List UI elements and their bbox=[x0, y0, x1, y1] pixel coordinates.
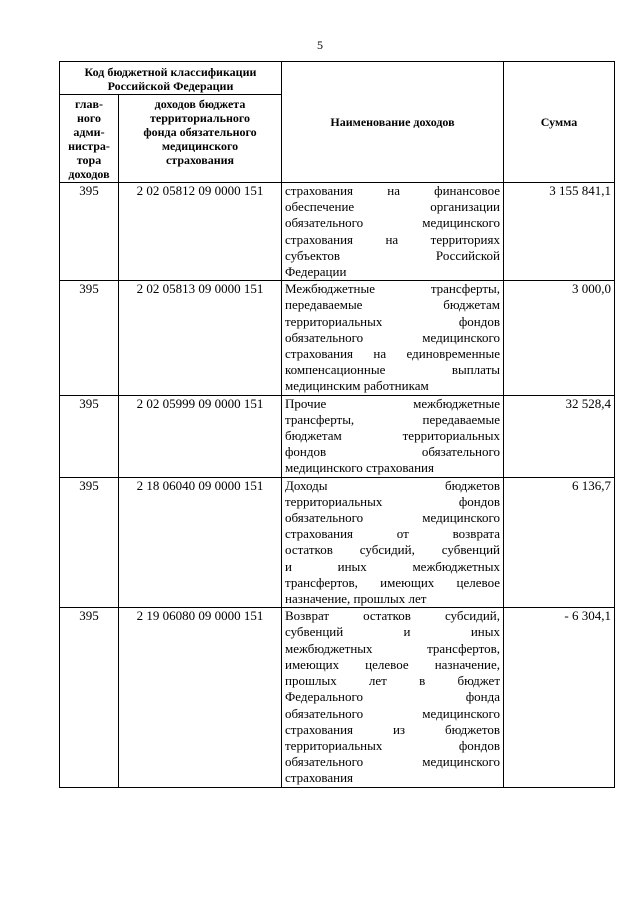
sum-cell: 3 000,0 bbox=[504, 281, 615, 395]
admin-code-cell: 395 bbox=[60, 608, 119, 787]
table-row bbox=[60, 608, 615, 787]
income-name-line: страхования от возврата bbox=[285, 526, 500, 542]
income-name-line: обеспечение организации bbox=[285, 199, 500, 215]
income-name-line: и иных межбюджетных bbox=[285, 558, 500, 574]
income-code-cell: 2 02 05812 09 0000 151 bbox=[119, 183, 282, 281]
income-name-line: страхования на финансовое bbox=[285, 183, 500, 198]
admin-code-cell: 395 bbox=[60, 395, 119, 477]
income-name-line: обязательного медицинского bbox=[285, 329, 500, 345]
income-code-cell: 2 19 06080 09 0000 151 bbox=[119, 608, 282, 787]
income-name-line: трансфертов, имеющих целевое bbox=[285, 574, 500, 590]
income-name-line: компенсационные выплаты bbox=[285, 362, 500, 378]
income-name-cell bbox=[282, 608, 504, 787]
income-name-line: Доходы бюджетов bbox=[285, 477, 500, 493]
sum-cell: 32 528,4 bbox=[504, 395, 615, 477]
income-name-line: бюджетам территориальных bbox=[285, 428, 500, 444]
income-name-line: страхования на территориях bbox=[285, 231, 500, 247]
income-name-line: Прочие межбюджетные bbox=[285, 395, 500, 411]
income-code-cell: 2 02 05813 09 0000 151 bbox=[119, 281, 282, 395]
income-name-line: Межбюджетные трансферты, bbox=[285, 281, 500, 297]
income-name-line: страхования из бюджетов bbox=[285, 721, 500, 737]
income-name-line: назначение, прошлых лет bbox=[285, 591, 427, 607]
income-name-line: Федерального фонда bbox=[285, 689, 500, 705]
income-name-line: территориальных фондов bbox=[285, 737, 500, 753]
income-name-line: территориальных фондов bbox=[285, 313, 500, 329]
table-row bbox=[60, 477, 615, 608]
income-name-line: имеющих целевое назначение, bbox=[285, 656, 500, 672]
income-name-line: обязательного медицинского bbox=[285, 705, 500, 721]
income-name-cell bbox=[282, 395, 504, 477]
budget-classification-table bbox=[59, 61, 615, 788]
header-fund-income-code: доходов бюджета территориального фонда обязательного медицинского страхования bbox=[119, 95, 282, 183]
income-name-line: прошлых лет в бюджет bbox=[285, 673, 500, 689]
income-name-line: передаваемые бюджетам bbox=[285, 297, 500, 313]
income-name-cell bbox=[282, 183, 504, 281]
income-name-line: медицинского страхования bbox=[285, 460, 434, 476]
income-code-cell: 2 18 06040 09 0000 151 bbox=[119, 477, 282, 608]
header-chief-administrator: глав- ного адми- нистра- тора доходов bbox=[60, 95, 119, 183]
income-name-line: обязательного медицинского bbox=[285, 754, 500, 770]
table-row bbox=[60, 395, 615, 477]
admin-code-cell: 395 bbox=[60, 477, 119, 608]
income-name-line: трансферты, передаваемые bbox=[285, 411, 500, 427]
income-name-line: субвенций и иных bbox=[285, 624, 500, 640]
income-code-cell: 2 02 05999 09 0000 151 bbox=[119, 395, 282, 477]
income-name-line: межбюджетных трансфертов, bbox=[285, 640, 500, 656]
income-name-line: Федерации bbox=[285, 264, 347, 280]
income-name-line: страхования bbox=[285, 770, 354, 786]
income-name-cell bbox=[282, 477, 504, 608]
income-name-line: фондов обязательного bbox=[285, 444, 500, 460]
income-name-cell bbox=[282, 281, 504, 395]
income-name-line: Возврат остатков субсидий, bbox=[285, 608, 500, 624]
table-row bbox=[60, 183, 615, 281]
income-name-line: обязательного медицинского bbox=[285, 215, 500, 231]
income-name-line: страхования на единовременные bbox=[285, 346, 500, 362]
income-name-line: обязательного медицинского bbox=[285, 510, 500, 526]
income-name-line: территориальных фондов bbox=[285, 493, 500, 509]
header-sum: Сумма bbox=[504, 62, 615, 183]
income-name-line: субъектов Российской bbox=[285, 247, 500, 263]
table-body bbox=[60, 183, 615, 788]
header-classification-code: Код бюджетной классификации Российской Федерации bbox=[60, 62, 282, 95]
table-row bbox=[60, 281, 615, 395]
sum-cell: 3 155 841,1 bbox=[504, 183, 615, 281]
sum-cell: - 6 304,1 bbox=[504, 608, 615, 787]
income-name-line: медицинским работникам bbox=[285, 378, 429, 394]
admin-code-cell: 395 bbox=[60, 183, 119, 281]
admin-code-cell: 395 bbox=[60, 281, 119, 395]
header-row-1 bbox=[60, 62, 615, 95]
header-income-name: Наименование доходов bbox=[282, 62, 504, 183]
sum-cell: 6 136,7 bbox=[504, 477, 615, 608]
page-number: 5 bbox=[317, 38, 323, 52]
income-name-line: остатков субсидий, субвенций bbox=[285, 542, 500, 558]
